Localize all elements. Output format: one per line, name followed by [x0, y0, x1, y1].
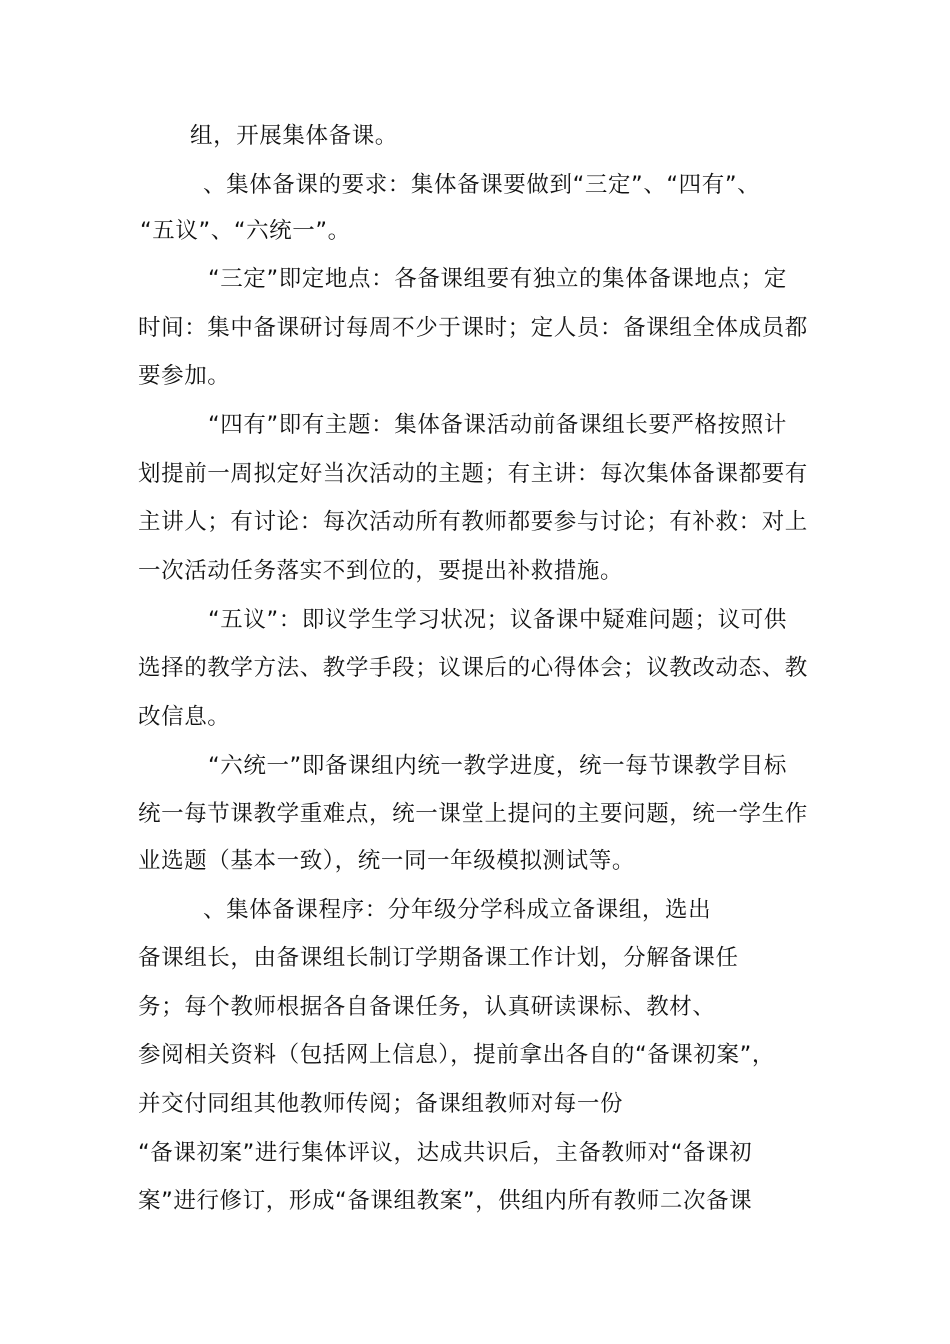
text-line-2: 、集体备课的要求：集体备课要做到“三定”、“四有”、 — [203, 172, 761, 198]
text-line-7: “四有”即有主题：集体备课活动前备课组长要严格按照计 — [208, 412, 787, 438]
text-line-1: 组，开展集体备课。 — [190, 123, 398, 149]
text-line-16: 业选题（基本一致），统一同一年级模拟测试等。 — [138, 848, 635, 874]
text-line-10: 一次活动任务落实不到位的，要提出补救措施。 — [138, 558, 624, 584]
text-line-8: 划提前一周拟定好当次活动的主题；有主讲：每次集体备课都要有 — [138, 461, 808, 487]
text-line-21: 并交付同组其他教师传阅；备课组教师对每一份 — [138, 1091, 624, 1117]
text-line-19: 务；每个教师根据各自备课任务，认真研读课标、教材、 — [138, 994, 716, 1020]
text-line-11: “五议”：即议学生学习状况；议备课中疑难问题；议可供 — [208, 607, 787, 633]
text-line-17: 、集体备课程序：分年级分学科成立备课组，选出 — [203, 897, 712, 923]
text-line-23: 案”进行修订，形成“备课组教案”，供组内所有教师二次备课 — [138, 1188, 753, 1214]
text-line-18: 备课组长，由备课组长制订学期备课工作计划，分解备课任 — [138, 945, 739, 971]
text-line-20: 参阅相关资料（包括网上信息），提前拿出各自的“备课初案”， — [138, 1042, 775, 1068]
text-line-13: 改信息。 — [138, 704, 231, 730]
text-line-12: 选择的教学方法、教学手段；议课后的心得体会；议教改动态、教 — [138, 655, 808, 681]
text-line-14: “六统一”即备课组内统一教学进度，统一每节课教学目标 — [208, 753, 787, 779]
text-line-4: “三定”即定地点：各备课组要有独立的集体备课地点；定 — [208, 266, 787, 292]
text-line-6: 要参加。 — [138, 363, 231, 389]
text-line-3: “五议”、“六统一”。 — [140, 218, 351, 244]
text-line-22: “备课初案”进行集体评议，达成共识后，主备教师对“备课初 — [138, 1140, 753, 1166]
text-line-5: 时间：集中备课研讨每周不少于课时；定人员：备课组全体成员都 — [138, 315, 808, 341]
text-line-15: 统一每节课教学重难点，统一课堂上提问的主要问题，统一学生作 — [138, 801, 808, 827]
text-line-9: 主讲人；有讨论：每次活动所有教师都要参与讨论；有补救：对上 — [138, 509, 808, 535]
